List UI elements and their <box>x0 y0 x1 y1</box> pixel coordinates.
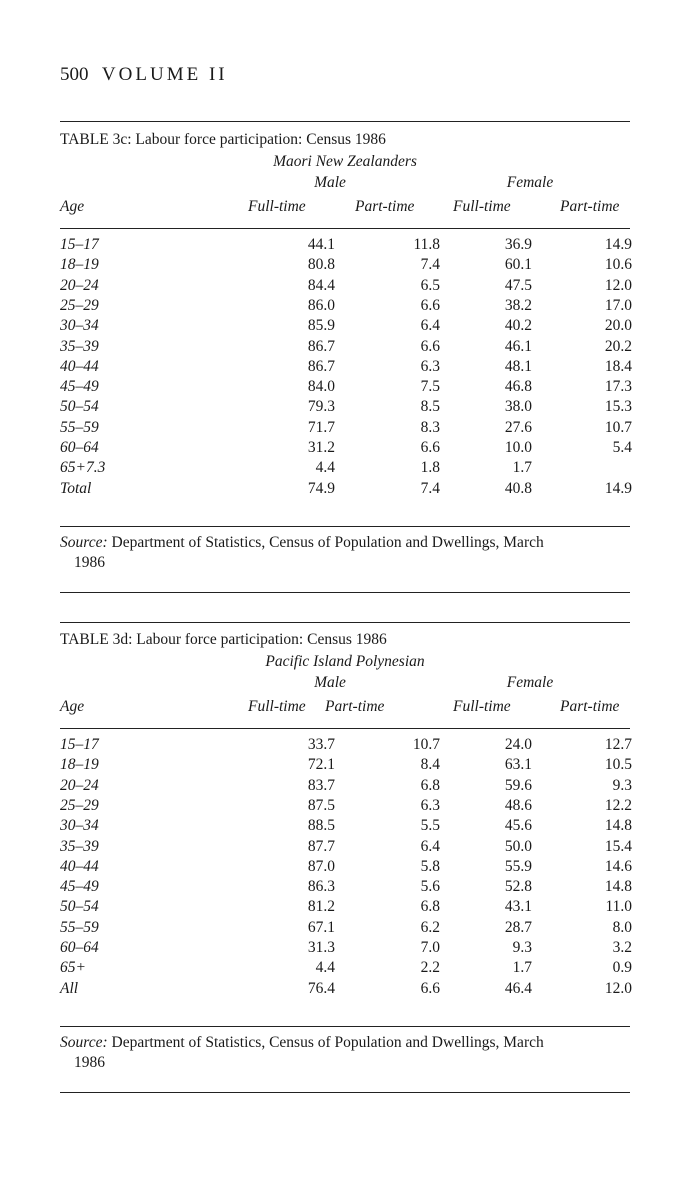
col-male-part: Part-time <box>355 198 415 215</box>
table-bottom-rule <box>60 1026 630 1027</box>
value-cell: 60.1 <box>504 256 532 274</box>
value-cell: 9.3 <box>612 776 632 794</box>
table-row <box>60 338 630 358</box>
value-cell: 59.6 <box>504 776 532 794</box>
value-cell: 14.6 <box>604 857 632 875</box>
value-cell: 24.0 <box>504 736 532 753</box>
value-cell: 6.4 <box>420 837 440 855</box>
value-cell: 79.3 <box>307 398 335 416</box>
value-cell: 46.1 <box>504 337 532 355</box>
table-row <box>60 256 630 276</box>
value-cell: 5.5 <box>420 817 440 835</box>
value-cell: 5.4 <box>612 439 632 456</box>
table-population: Maori New Zealanders <box>273 153 417 170</box>
value-cell: 14.9 <box>604 479 632 497</box>
value-cell: 1.8 <box>420 459 440 477</box>
value-cell: 31.3 <box>307 939 335 956</box>
source-note <box>60 1033 630 1073</box>
age-cell: 45–49 <box>60 378 99 396</box>
age-cell: 15–17 <box>60 236 99 253</box>
table-end-rule <box>60 1092 630 1093</box>
value-cell: 52.8 <box>504 878 532 896</box>
value-cell: 1.7 <box>512 959 532 977</box>
table-row <box>60 277 630 297</box>
value-cell: 3.2 <box>612 939 632 956</box>
table-row <box>60 838 630 858</box>
age-cell: 18–19 <box>60 756 99 774</box>
age-cell: 20–24 <box>60 276 99 294</box>
value-cell: 43.1 <box>504 898 532 916</box>
value-cell: 6.8 <box>420 776 440 794</box>
value-cell: 84.0 <box>307 378 335 396</box>
table-row <box>60 317 630 337</box>
value-cell: 0.9 <box>612 959 632 977</box>
value-cell: 17.0 <box>604 296 632 314</box>
table-3c <box>60 131 630 571</box>
col-male-full: Full-time <box>248 198 306 215</box>
col-female-part: Part-time <box>560 198 620 215</box>
value-cell: 7.5 <box>420 378 440 396</box>
value-cell: 6.6 <box>420 979 440 997</box>
source-note <box>60 533 630 573</box>
age-cell: 45–49 <box>60 878 99 896</box>
value-cell: 11.0 <box>605 898 632 916</box>
value-cell: 44.1 <box>307 236 335 253</box>
value-cell: 87.7 <box>307 837 335 855</box>
value-cell: 87.0 <box>307 857 335 875</box>
age-cell: Total <box>60 479 92 497</box>
age-cell: 50–54 <box>60 398 99 416</box>
col-female-full: Full-time <box>453 698 511 715</box>
age-cell: 40–44 <box>60 357 99 375</box>
group-male: Male <box>314 674 346 691</box>
value-cell: 71.7 <box>307 418 335 436</box>
table-caption: TABLE 3d: Labour force participation: Census 1986 <box>60 631 387 648</box>
value-cell: 50.0 <box>504 837 532 855</box>
source-text: Department of Statistics, Census of Population and Dwellings, March <box>111 1034 544 1051</box>
value-cell: 88.5 <box>307 817 335 835</box>
value-cell: 18.4 <box>604 357 632 375</box>
value-cell: 10.5 <box>604 756 632 774</box>
table-row <box>60 858 630 878</box>
age-cell: 60–64 <box>60 439 99 456</box>
age-cell: 35–39 <box>60 337 99 355</box>
value-cell: 33.7 <box>307 736 335 753</box>
table-top-rule <box>60 622 630 623</box>
table-row <box>60 459 630 479</box>
value-cell: 38.2 <box>504 296 532 314</box>
group-female: Female <box>506 674 554 691</box>
value-cell: 76.4 <box>307 979 335 997</box>
age-cell: 65+ <box>60 959 86 977</box>
age-cell: 55–59 <box>60 418 99 436</box>
header-rule <box>60 228 630 229</box>
age-cell: 35–39 <box>60 837 99 855</box>
table-row <box>60 358 630 378</box>
value-cell: 12.0 <box>604 276 632 294</box>
value-cell: 10.6 <box>604 256 632 274</box>
age-cell: 25–29 <box>60 296 99 314</box>
volume-label: VOLUME II <box>101 64 228 85</box>
value-cell: 85.9 <box>307 317 335 335</box>
group-female: Female <box>506 174 554 191</box>
age-cell: 65+7.3 <box>60 459 106 477</box>
value-cell: 5.8 <box>420 857 440 875</box>
age-cell: 20–24 <box>60 776 99 794</box>
value-cell: 11.8 <box>413 236 440 253</box>
table-row <box>60 797 630 817</box>
value-cell: 38.0 <box>504 398 532 416</box>
table-row <box>60 959 630 979</box>
col-male-part: Part-time <box>325 698 385 715</box>
table-row <box>60 939 630 959</box>
value-cell: 17.3 <box>604 378 632 396</box>
value-cell: 10.7 <box>412 736 440 753</box>
value-cell: 6.2 <box>420 918 440 936</box>
value-cell: 20.2 <box>604 337 632 355</box>
table-3d <box>60 631 630 1071</box>
value-cell: 86.3 <box>307 878 335 896</box>
value-cell: 86.0 <box>307 296 335 314</box>
value-cell: 2.2 <box>420 959 440 977</box>
value-cell: 9.3 <box>512 939 532 956</box>
value-cell: 86.7 <box>307 337 335 355</box>
source-label: Source: <box>60 534 108 551</box>
value-cell: 14.8 <box>604 878 632 896</box>
value-cell: 55.9 <box>504 857 532 875</box>
value-cell: 15.4 <box>604 837 632 855</box>
table-population: Pacific Island Polynesian <box>265 653 425 670</box>
source-text: Department of Statistics, Census of Population and Dwellings, March <box>111 534 544 551</box>
value-cell: 12.2 <box>604 796 632 814</box>
value-cell: 6.3 <box>420 796 440 814</box>
value-cell: 6.8 <box>420 898 440 916</box>
value-cell: 63.1 <box>504 756 532 774</box>
value-cell: 84.4 <box>307 276 335 294</box>
age-cell: 40–44 <box>60 857 99 875</box>
value-cell: 36.9 <box>504 236 532 253</box>
value-cell: 48.1 <box>504 357 532 375</box>
value-cell: 10.0 <box>504 439 532 456</box>
value-cell: 6.3 <box>420 357 440 375</box>
table-row <box>60 898 630 918</box>
value-cell: 7.4 <box>420 479 440 497</box>
value-cell: 8.3 <box>420 418 440 436</box>
value-cell: 6.6 <box>420 296 440 314</box>
age-cell: 30–34 <box>60 317 99 335</box>
running-head <box>60 64 228 86</box>
source-cont: 1986 <box>74 554 105 571</box>
age-cell: 25–29 <box>60 796 99 814</box>
value-cell: 4.4 <box>315 459 335 477</box>
page-number: 500 <box>60 64 89 85</box>
value-cell: 5.6 <box>420 878 440 896</box>
age-cell: 15–17 <box>60 736 99 753</box>
table-row <box>60 756 630 776</box>
table-row <box>60 398 630 418</box>
table-row <box>60 736 630 756</box>
value-cell: 74.9 <box>307 479 335 497</box>
value-cell: 27.6 <box>504 418 532 436</box>
value-cell: 40.8 <box>504 479 532 497</box>
table-end-rule <box>60 592 630 593</box>
value-cell: 83.7 <box>307 776 335 794</box>
age-cell: 55–59 <box>60 918 99 936</box>
value-cell: 4.4 <box>315 959 335 977</box>
value-cell: 47.5 <box>504 276 532 294</box>
value-cell: 12.0 <box>604 979 632 997</box>
value-cell: 8.0 <box>612 918 632 936</box>
value-cell: 72.1 <box>307 756 335 774</box>
col-female-full: Full-time <box>453 198 511 215</box>
col-female-part: Part-time <box>560 698 620 715</box>
value-cell: 46.8 <box>504 378 532 396</box>
table-bottom-rule <box>60 526 630 527</box>
value-cell: 12.7 <box>604 736 632 753</box>
value-cell: 14.9 <box>604 236 632 253</box>
value-cell: 6.6 <box>420 439 440 456</box>
value-cell: 6.6 <box>420 337 440 355</box>
value-cell: 6.5 <box>420 276 440 294</box>
value-cell: 1.7 <box>512 459 532 477</box>
value-cell: 48.6 <box>504 796 532 814</box>
source-cont: 1986 <box>74 1054 105 1071</box>
table-row <box>60 878 630 898</box>
table-row <box>60 980 630 1000</box>
table-row <box>60 480 630 500</box>
header-rule <box>60 728 630 729</box>
value-cell: 67.1 <box>307 918 335 936</box>
value-cell: 28.7 <box>504 918 532 936</box>
col-age: Age <box>60 198 85 215</box>
age-cell: 30–34 <box>60 817 99 835</box>
table-caption: TABLE 3c: Labour force participation: Census 1986 <box>60 131 386 148</box>
value-cell: 14.8 <box>604 817 632 835</box>
table-row <box>60 297 630 317</box>
value-cell: 7.4 <box>420 256 440 274</box>
value-cell: 7.0 <box>420 939 440 956</box>
value-cell: 46.4 <box>504 979 532 997</box>
table-row <box>60 817 630 837</box>
col-age: Age <box>60 698 85 715</box>
age-cell: All <box>60 979 79 997</box>
table-row <box>60 236 630 256</box>
source-label: Source: <box>60 1034 108 1051</box>
value-cell: 20.0 <box>604 317 632 335</box>
age-cell: 50–54 <box>60 898 99 916</box>
table-row <box>60 378 630 398</box>
value-cell: 40.2 <box>504 317 532 335</box>
value-cell: 81.2 <box>307 898 335 916</box>
value-cell: 6.4 <box>420 317 440 335</box>
value-cell: 10.7 <box>604 418 632 436</box>
table-row <box>60 439 630 459</box>
value-cell: 31.2 <box>307 439 335 456</box>
value-cell: 45.6 <box>504 817 532 835</box>
value-cell: 80.8 <box>307 256 335 274</box>
col-male-full: Full-time <box>248 698 306 715</box>
value-cell: 15.3 <box>604 398 632 416</box>
value-cell: 86.7 <box>307 357 335 375</box>
group-male: Male <box>314 174 346 191</box>
value-cell: 87.5 <box>307 796 335 814</box>
age-cell: 18–19 <box>60 256 99 274</box>
table-row <box>60 419 630 439</box>
table-row <box>60 777 630 797</box>
table-row <box>60 919 630 939</box>
table-top-rule <box>60 121 630 122</box>
age-cell: 60–64 <box>60 939 99 956</box>
value-cell: 8.4 <box>420 756 440 774</box>
value-cell: 8.5 <box>420 398 440 416</box>
